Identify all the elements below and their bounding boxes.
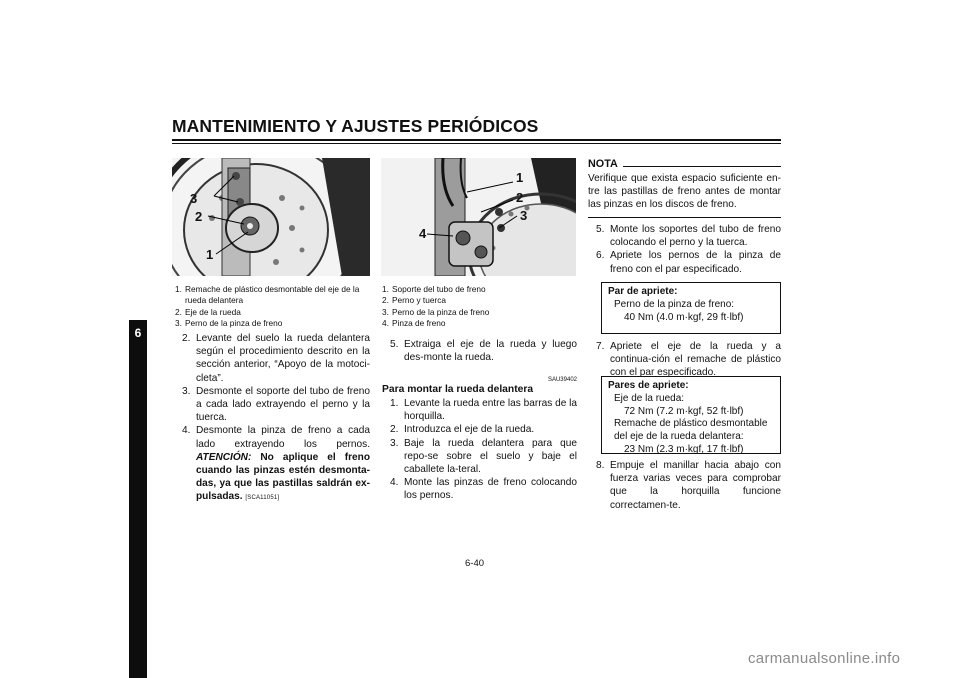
caption-item xyxy=(382,284,577,295)
figure-mid-captions xyxy=(382,284,577,330)
callout-2: 2 xyxy=(195,209,203,224)
step-item xyxy=(382,437,577,477)
section-heading: Para montar la rueda delantera xyxy=(382,384,534,395)
note-heading: NOTA xyxy=(588,158,618,170)
step-number: 5. xyxy=(390,339,399,350)
step-text: Baje la rueda delantera para que repo-se sobre el suelo y baje el caballete la-teral. xyxy=(404,437,577,476)
callout-1: 1 xyxy=(206,247,214,262)
callout-3: 3 xyxy=(190,191,198,206)
step-text: Desmonte la pinza de freno a cada lado extrayendo los pernos. xyxy=(196,425,370,450)
step-item xyxy=(382,338,577,364)
step-number: 2. xyxy=(390,424,399,436)
torque-label: del eje de la rueda delantera: xyxy=(614,431,744,443)
step-number: 3. xyxy=(182,385,191,397)
chapter-tab xyxy=(129,320,147,678)
header-rule xyxy=(172,139,781,141)
torque-box-axle xyxy=(601,376,781,454)
step-item xyxy=(174,424,370,505)
caption-number: 4. xyxy=(382,318,389,329)
header-rule-thin xyxy=(172,143,781,144)
torque-heading: Par de apriete: xyxy=(608,286,678,297)
step-number: 1. xyxy=(390,398,399,409)
callout-4: 4 xyxy=(419,226,427,241)
step-item xyxy=(174,385,370,425)
step-text: Introduzca el eje de la rueda. xyxy=(404,424,535,436)
caption-number: 1. xyxy=(382,284,389,294)
step-number: 6. xyxy=(596,250,605,262)
caption-item xyxy=(175,307,370,318)
caption-item xyxy=(175,284,370,307)
torque-label: Eje de la rueda: xyxy=(614,392,685,404)
step-item xyxy=(588,340,781,380)
step-number: 5. xyxy=(596,224,605,235)
torque-label: Perno de la pinza de freno: xyxy=(614,298,735,310)
torque-box-caliper xyxy=(601,282,781,334)
column-3-step-8 xyxy=(588,459,781,512)
caption-text: Perno de la pinza de freno xyxy=(392,306,490,317)
step-number: 8. xyxy=(596,460,605,471)
step-text: Extraiga el eje de la rueda y luego des-monte la rueda. xyxy=(404,339,577,364)
caption-item xyxy=(382,318,577,329)
caption-number: 3. xyxy=(382,306,389,317)
caption-text: Eje de la rueda xyxy=(185,306,241,317)
caption-text: Perno y tuerca xyxy=(392,295,446,306)
caption-number: 2. xyxy=(382,295,389,306)
torque-value: 40 Nm (4.0 m·kgf, 29 ft·lbf) xyxy=(624,311,744,323)
step-number: 3. xyxy=(390,437,399,449)
torque-value: 23 Nm (2.3 m·kgf, 17 ft·lbf) xyxy=(624,443,744,455)
warning-label: ATENCIÓN: xyxy=(196,451,252,463)
caption-item xyxy=(382,295,577,306)
column-3-step-7 xyxy=(588,340,781,380)
front-wheel-photo xyxy=(172,158,370,276)
reference-code: SAU39402 xyxy=(547,377,577,383)
caption-text: Soporte del tubo de freno xyxy=(392,284,486,294)
column-1-steps xyxy=(174,332,370,506)
caption-text: Pinza de freno xyxy=(392,318,446,329)
step-number: 2. xyxy=(182,333,191,344)
caption-item xyxy=(382,307,577,318)
step-text: Monte los soportes del tubo de freno colocando el perno y la tuerca. xyxy=(610,224,781,249)
figure-left-captions xyxy=(175,284,370,330)
step-item xyxy=(588,249,781,275)
step-item xyxy=(382,423,577,436)
note-text: Verifique que exista espacio suficiente en-tre las pastillas de freno antes de montar las pinzas en los discos de freno. xyxy=(588,173,781,211)
chapter-number: 6 xyxy=(134,326,142,340)
note-rule-top xyxy=(623,166,781,167)
column-2-step-5 xyxy=(382,338,577,364)
watermark: carmanualsonline.info xyxy=(748,650,901,667)
step-number: 4. xyxy=(390,477,399,489)
page-number: 6-40 xyxy=(465,558,485,569)
step-text: Empuje el manillar hacia abajo con fuerza varias veces para comprobar que la horquilla funcione correctamen-te. xyxy=(610,460,781,511)
step-item xyxy=(588,459,781,512)
column-3-steps-a xyxy=(588,223,781,276)
warning-code: [SCA11051] xyxy=(245,495,280,502)
step-text: Monte las pinzas de freno colocando los pernos. xyxy=(404,477,577,502)
caption-number: 1. xyxy=(175,284,182,294)
warning-text: No aplique el freno cuando las pinzas estén desmonta-das, ya que las pastillas saldrán ex-pulsadas. xyxy=(196,451,370,503)
callout-1: 1 xyxy=(516,170,524,185)
caption-item xyxy=(175,318,370,329)
step-text: Apriete el eje de la rueda y a continua-ción el remache de plástico con el par especificado. xyxy=(610,341,781,379)
step-item xyxy=(588,223,781,249)
torque-value: 72 Nm (7.2 m·kgf, 52 ft·lbf) xyxy=(624,405,744,417)
caption-number: 3. xyxy=(175,318,182,329)
note-rule-bottom xyxy=(588,217,781,218)
step-number: 7. xyxy=(596,341,605,352)
step-text: Levante del suelo la rueda delantera según el procedimiento descrito en la sección anterior, “Apoyo de la motoci-cleta”. xyxy=(196,333,370,384)
step-item xyxy=(382,476,577,502)
torque-label: Remache de plástico desmontable xyxy=(614,418,768,430)
caliper-illustration xyxy=(381,158,576,276)
step-item xyxy=(382,397,577,423)
callout-3: 3 xyxy=(520,208,528,223)
step-text: Levante la rueda entre las barras de la horquilla. xyxy=(404,398,577,423)
column-2-steps xyxy=(382,397,577,503)
torque-heading: Pares de apriete: xyxy=(608,380,689,391)
callout-2: 2 xyxy=(516,190,524,205)
page-title: MANTENIMIENTO Y AJUSTES PERIÓDICOS xyxy=(172,116,539,136)
step-item xyxy=(174,332,370,385)
caliper-photo xyxy=(381,158,576,276)
caption-number: 2. xyxy=(175,306,182,317)
step-number: 4. xyxy=(182,425,191,437)
caption-text: Perno de la pinza de freno xyxy=(185,318,283,329)
step-text: Apriete los pernos de la pinza de freno con el par especificado. xyxy=(610,250,781,275)
step-text: Desmonte el soporte del tubo de freno a cada lado extrayendo el perno y la tuerca. xyxy=(196,385,370,424)
caption-text: Remache de plástico desmontable del eje de la rueda delantera xyxy=(185,284,360,306)
